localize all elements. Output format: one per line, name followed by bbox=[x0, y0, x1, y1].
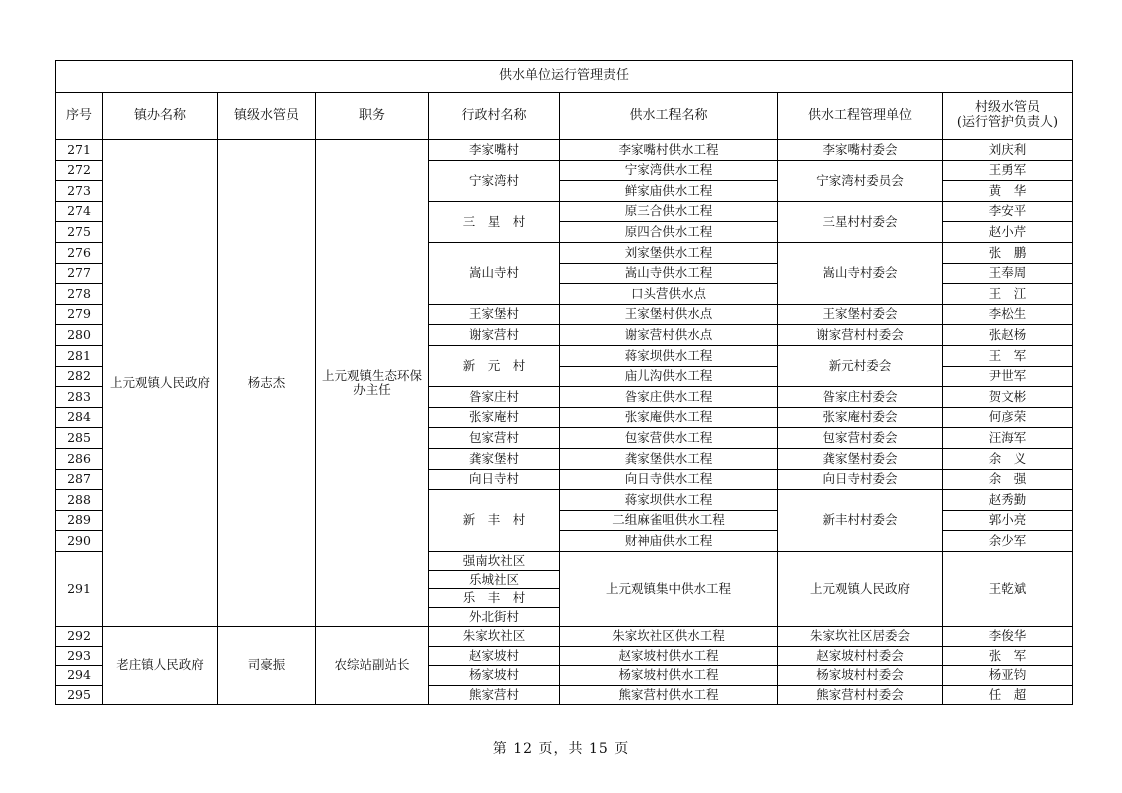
row-person: 尹世军 bbox=[943, 366, 1073, 387]
page-footer: 第 12 页，共 15 页 bbox=[492, 741, 630, 757]
town-manager-cell: 司豪振 bbox=[218, 627, 316, 705]
row-person: 何彦荣 bbox=[943, 407, 1073, 428]
row-unit: 向日寺村委会 bbox=[778, 469, 943, 490]
row-person: 郭小亮 bbox=[943, 510, 1073, 531]
row-seq: 293 bbox=[56, 646, 103, 666]
row-seq: 287 bbox=[56, 469, 103, 490]
town-name-cell: 老庄镇人民政府 bbox=[103, 627, 218, 705]
row-project: 包家营供水工程 bbox=[560, 428, 778, 449]
row-person: 余少军 bbox=[943, 531, 1073, 552]
row-unit: 宁家湾村委员会 bbox=[778, 160, 943, 201]
row-unit: 昝家庄村委会 bbox=[778, 387, 943, 408]
row-project: 朱家坎社区供水工程 bbox=[560, 627, 778, 647]
row-person: 余 强 bbox=[943, 469, 1073, 490]
row-person: 刘庆利 bbox=[943, 140, 1073, 161]
row-seq: 282 bbox=[56, 366, 103, 387]
row-project: 李家嘴村供水工程 bbox=[560, 140, 778, 161]
row-project: 谢家营村供水点 bbox=[560, 325, 778, 346]
row-seq: 280 bbox=[56, 325, 103, 346]
header-town-manager: 镇级水管员 bbox=[218, 93, 316, 140]
row-person: 贺文彬 bbox=[943, 387, 1073, 408]
row-village-list bbox=[429, 551, 560, 626]
row-unit: 新丰村村委会 bbox=[778, 490, 943, 552]
row-unit: 三星村村委会 bbox=[778, 201, 943, 242]
row-person: 王 军 bbox=[943, 345, 1073, 366]
row-seq: 295 bbox=[56, 685, 103, 705]
row-village: 杨家坡村 bbox=[429, 666, 560, 686]
row-project: 王家堡村供水点 bbox=[560, 304, 778, 325]
row-project: 鲜家庙供水工程 bbox=[560, 181, 778, 202]
row-village: 宁家湾村 bbox=[429, 160, 560, 201]
position-cell bbox=[316, 140, 429, 627]
row-village: 李家嘴村 bbox=[429, 140, 560, 161]
row-project: 原三合供水工程 bbox=[560, 201, 778, 222]
row-seq: 272 bbox=[56, 160, 103, 181]
village-sub-item: 乐城社区 bbox=[429, 571, 559, 590]
row-seq: 278 bbox=[56, 284, 103, 305]
row-unit: 新元村委会 bbox=[778, 345, 943, 386]
row-project: 口头营供水点 bbox=[560, 284, 778, 305]
row-project: 上元观镇集中供水工程 bbox=[560, 551, 778, 626]
village-sub-item: 乐 丰 村 bbox=[429, 589, 559, 608]
row-unit: 杨家坡村村委会 bbox=[778, 666, 943, 686]
village-sub-item: 外北街村 bbox=[468, 609, 519, 625]
row-unit: 张家庵村委会 bbox=[778, 407, 943, 428]
row-unit: 李家嘴村委会 bbox=[778, 140, 943, 161]
row-seq: 286 bbox=[56, 448, 103, 469]
row-village: 王家堡村 bbox=[429, 304, 560, 325]
village-sub-item: 强南坎社区 bbox=[429, 552, 559, 571]
row-person: 黄 华 bbox=[943, 181, 1073, 202]
position-cell: 农综站副站长 bbox=[316, 627, 429, 705]
row-seq: 289 bbox=[56, 510, 103, 531]
row-seq: 294 bbox=[56, 666, 103, 686]
row-person: 李安平 bbox=[943, 201, 1073, 222]
row-seq: 275 bbox=[56, 222, 103, 243]
row-village: 谢家营村 bbox=[429, 325, 560, 346]
row-project: 张家庵供水工程 bbox=[560, 407, 778, 428]
row-seq: 291 bbox=[56, 551, 103, 626]
row-unit: 熊家营村村委会 bbox=[778, 685, 943, 705]
row-person: 任 超 bbox=[943, 685, 1073, 705]
row-person: 王勇军 bbox=[943, 160, 1073, 181]
row-person: 王奉周 bbox=[943, 263, 1073, 284]
header-unit: 供水工程管理单位 bbox=[778, 93, 943, 140]
row-person: 赵小芹 bbox=[943, 222, 1073, 243]
row-project: 昝家庄供水工程 bbox=[560, 387, 778, 408]
row-unit: 嵩山寺村委会 bbox=[778, 242, 943, 304]
table-title: 供水单位运行管理责任 bbox=[56, 61, 1073, 93]
row-village: 新 丰 村 bbox=[429, 490, 560, 552]
row-project: 宁家湾供水工程 bbox=[560, 160, 778, 181]
row-unit: 赵家坡村村委会 bbox=[778, 646, 943, 666]
table-row bbox=[56, 140, 1073, 161]
row-person: 杨亚钧 bbox=[943, 666, 1073, 686]
row-person: 张 军 bbox=[943, 646, 1073, 666]
row-village: 新 元 村 bbox=[429, 345, 560, 386]
header-position: 职务 bbox=[316, 93, 429, 140]
row-village: 嵩山寺村 bbox=[429, 242, 560, 304]
row-village: 昝家庄村 bbox=[429, 387, 560, 408]
row-village: 朱家坎社区 bbox=[429, 627, 560, 647]
row-person: 张赵杨 bbox=[943, 325, 1073, 346]
header-village: 行政村名称 bbox=[429, 93, 560, 140]
row-project: 杨家坡村供水工程 bbox=[560, 666, 778, 686]
header-village-manager bbox=[943, 93, 1073, 140]
row-unit: 谢家营村村委会 bbox=[778, 325, 943, 346]
row-project: 蒋家坝供水工程 bbox=[560, 345, 778, 366]
row-project: 向日寺供水工程 bbox=[560, 469, 778, 490]
row-person: 王 江 bbox=[943, 284, 1073, 305]
row-village: 向日寺村 bbox=[429, 469, 560, 490]
row-person: 张 鹏 bbox=[943, 242, 1073, 263]
town-manager-cell: 杨志杰 bbox=[218, 140, 316, 627]
row-village: 张家庵村 bbox=[429, 407, 560, 428]
row-project: 熊家营村供水工程 bbox=[560, 685, 778, 705]
header-village-manager-line2: (运行管护负责人) bbox=[956, 115, 1059, 130]
row-person: 李松生 bbox=[943, 304, 1073, 325]
row-seq: 281 bbox=[56, 345, 103, 366]
row-project: 赵家坡村供水工程 bbox=[560, 646, 778, 666]
row-seq: 283 bbox=[56, 387, 103, 408]
header-town: 镇办名称 bbox=[103, 93, 218, 140]
row-person: 李俊华 bbox=[943, 627, 1073, 647]
header-seq: 序号 bbox=[56, 93, 103, 140]
row-unit: 上元观镇人民政府 bbox=[778, 551, 943, 626]
row-person: 赵秀勤 bbox=[943, 490, 1073, 511]
row-seq: 290 bbox=[56, 531, 103, 552]
row-person: 余 义 bbox=[943, 448, 1073, 469]
row-project: 嵩山寺供水工程 bbox=[560, 263, 778, 284]
row-seq: 276 bbox=[56, 242, 103, 263]
row-unit: 龚家堡村委会 bbox=[778, 448, 943, 469]
row-project: 刘家堡供水工程 bbox=[560, 242, 778, 263]
row-village: 龚家堡村 bbox=[429, 448, 560, 469]
row-unit: 包家营村委会 bbox=[778, 428, 943, 449]
row-unit: 王家堡村委会 bbox=[778, 304, 943, 325]
town-name-cell: 上元观镇人民政府 bbox=[103, 140, 218, 627]
header-village-manager-line1: 村级水管员 bbox=[975, 100, 1041, 116]
position-text: 上元观镇生态环保办主任 bbox=[321, 367, 422, 398]
row-village: 包家营村 bbox=[429, 428, 560, 449]
row-person: 王乾斌 bbox=[943, 551, 1073, 626]
table-row bbox=[56, 627, 1073, 647]
row-seq: 284 bbox=[56, 407, 103, 428]
water-supply-responsibility-table bbox=[55, 60, 1073, 705]
row-person: 汪海军 bbox=[943, 428, 1073, 449]
row-seq: 277 bbox=[56, 263, 103, 284]
row-project: 庙儿沟供水工程 bbox=[560, 366, 778, 387]
row-seq: 271 bbox=[56, 140, 103, 161]
row-seq: 273 bbox=[56, 181, 103, 202]
row-seq: 279 bbox=[56, 304, 103, 325]
row-project: 龚家堡供水工程 bbox=[560, 448, 778, 469]
row-unit: 朱家坎社区居委会 bbox=[778, 627, 943, 647]
header-project: 供水工程名称 bbox=[560, 93, 778, 140]
row-seq: 285 bbox=[56, 428, 103, 449]
row-seq: 274 bbox=[56, 201, 103, 222]
row-project: 二组麻雀咀供水工程 bbox=[560, 510, 778, 531]
row-seq: 288 bbox=[56, 490, 103, 511]
row-project: 蒋家坝供水工程 bbox=[560, 490, 778, 511]
row-village: 赵家坡村 bbox=[429, 646, 560, 666]
row-village: 三 星 村 bbox=[429, 201, 560, 242]
row-project: 财神庙供水工程 bbox=[560, 531, 778, 552]
row-village: 熊家营村 bbox=[429, 685, 560, 705]
row-seq: 292 bbox=[56, 627, 103, 647]
row-project: 原四合供水工程 bbox=[560, 222, 778, 243]
